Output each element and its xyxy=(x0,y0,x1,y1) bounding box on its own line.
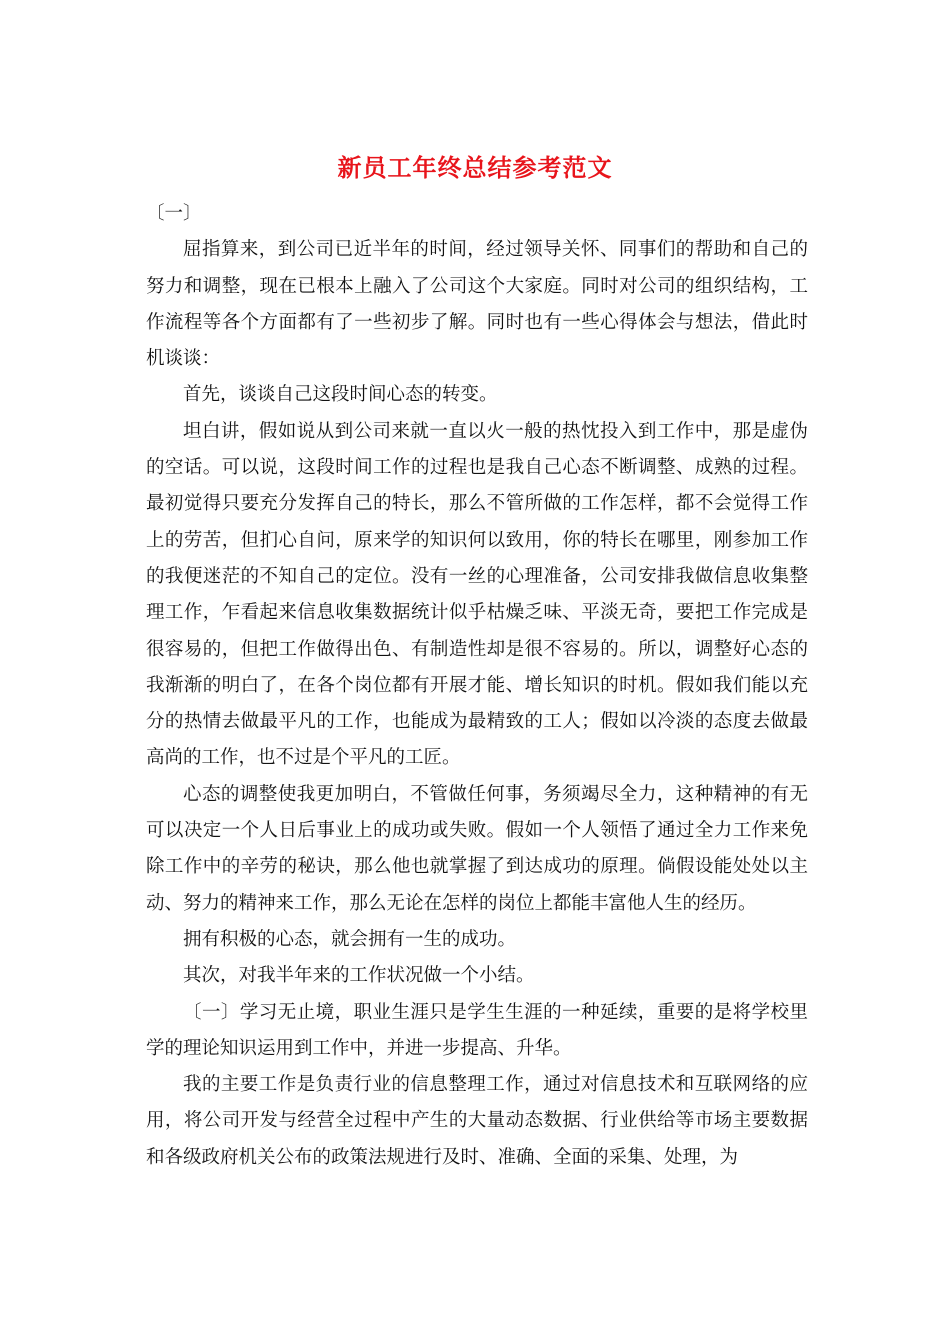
paragraph: 其次，对我半年来的工作状况做一个小结。 xyxy=(183,965,535,987)
document-body xyxy=(146,196,808,1176)
paragraph: 首先，谈谈自己这段时间心态的转变。 xyxy=(183,384,498,406)
paragraph: 坦白讲，假如说从到公司来就一直以火一般的热忱投入到工作中，那是虚伪的空话。可以说，这段时间工作的过程也是我自己心态不断调整、成熟的过程。最初觉得只要充分发挥自己的特长，那么不管所做的工作怎样，都不会觉得工作上的劳苦，但扪心自问，原来学的知识何以致用，你的特长在哪里，刚参加工作的我便迷茫的不知自己的定位。没有一丝的心理准备，公司安排我做信息收集整理工作，乍看起来信息收集数据统计似乎枯燥乏味、平淡无奇，要把工作完成是很容易的，但把工作做得出色、有制造性却是很不容易的。所以，调整好心态的我渐渐的明白了，在各个岗位都有开展才能、增长知识的时机。假如我们能以充分的热情去做最平凡的工作，也能成为最精致的工人；假如以冷淡的态度去做最高尚的工作，也不过是个平凡的工匠。 xyxy=(146,420,808,769)
paragraph-section-marker: 〔一〕 xyxy=(146,203,202,224)
document-title: 新员工年终总结参考范文 xyxy=(337,153,613,182)
paragraph: 我的主要工作是负责行业的信息整理工作，通过对信息技术和互联网络的应用，将公司开发与经营全过程中产生的大量动态数据、行业供给等市场主要数据和各级政府机关公布的政策法规进行及时、准确、全面的采集、处理，为 xyxy=(146,1074,808,1168)
paragraph: 拥有积极的心态，就会拥有一生的成功。 xyxy=(183,928,517,950)
paragraph: 心态的调整使我更加明白，不管做任何事，务须竭尽全力，这种精神的有无可以决定一个人日后事业上的成功或失败。假如一个人领悟了通过全力工作来免除工作中的辛劳的秘诀，那么他也就掌握了到达成功的原理。倘假设能处处以主动、努力的精神来工作，那么无论在怎样的岗位上都能丰富他人生的经历。 xyxy=(146,783,808,914)
paragraph: 〔一〕学习无止境，职业生涯只是学生生涯的一种延续，重要的是将学校里学的理论知识运用到工作中，并进一步提高、升华。 xyxy=(146,1001,808,1059)
paragraph: 屈指算来，到公司已近半年的时间，经过领导关怀、同事们的帮助和自己的努力和调整，现在已根本上融入了公司这个大家庭。同时对公司的组织结构，工作流程等各个方面都有了一些初步了解。同时也有一些心得体会与想法，借此时机谈谈： xyxy=(146,239,808,370)
